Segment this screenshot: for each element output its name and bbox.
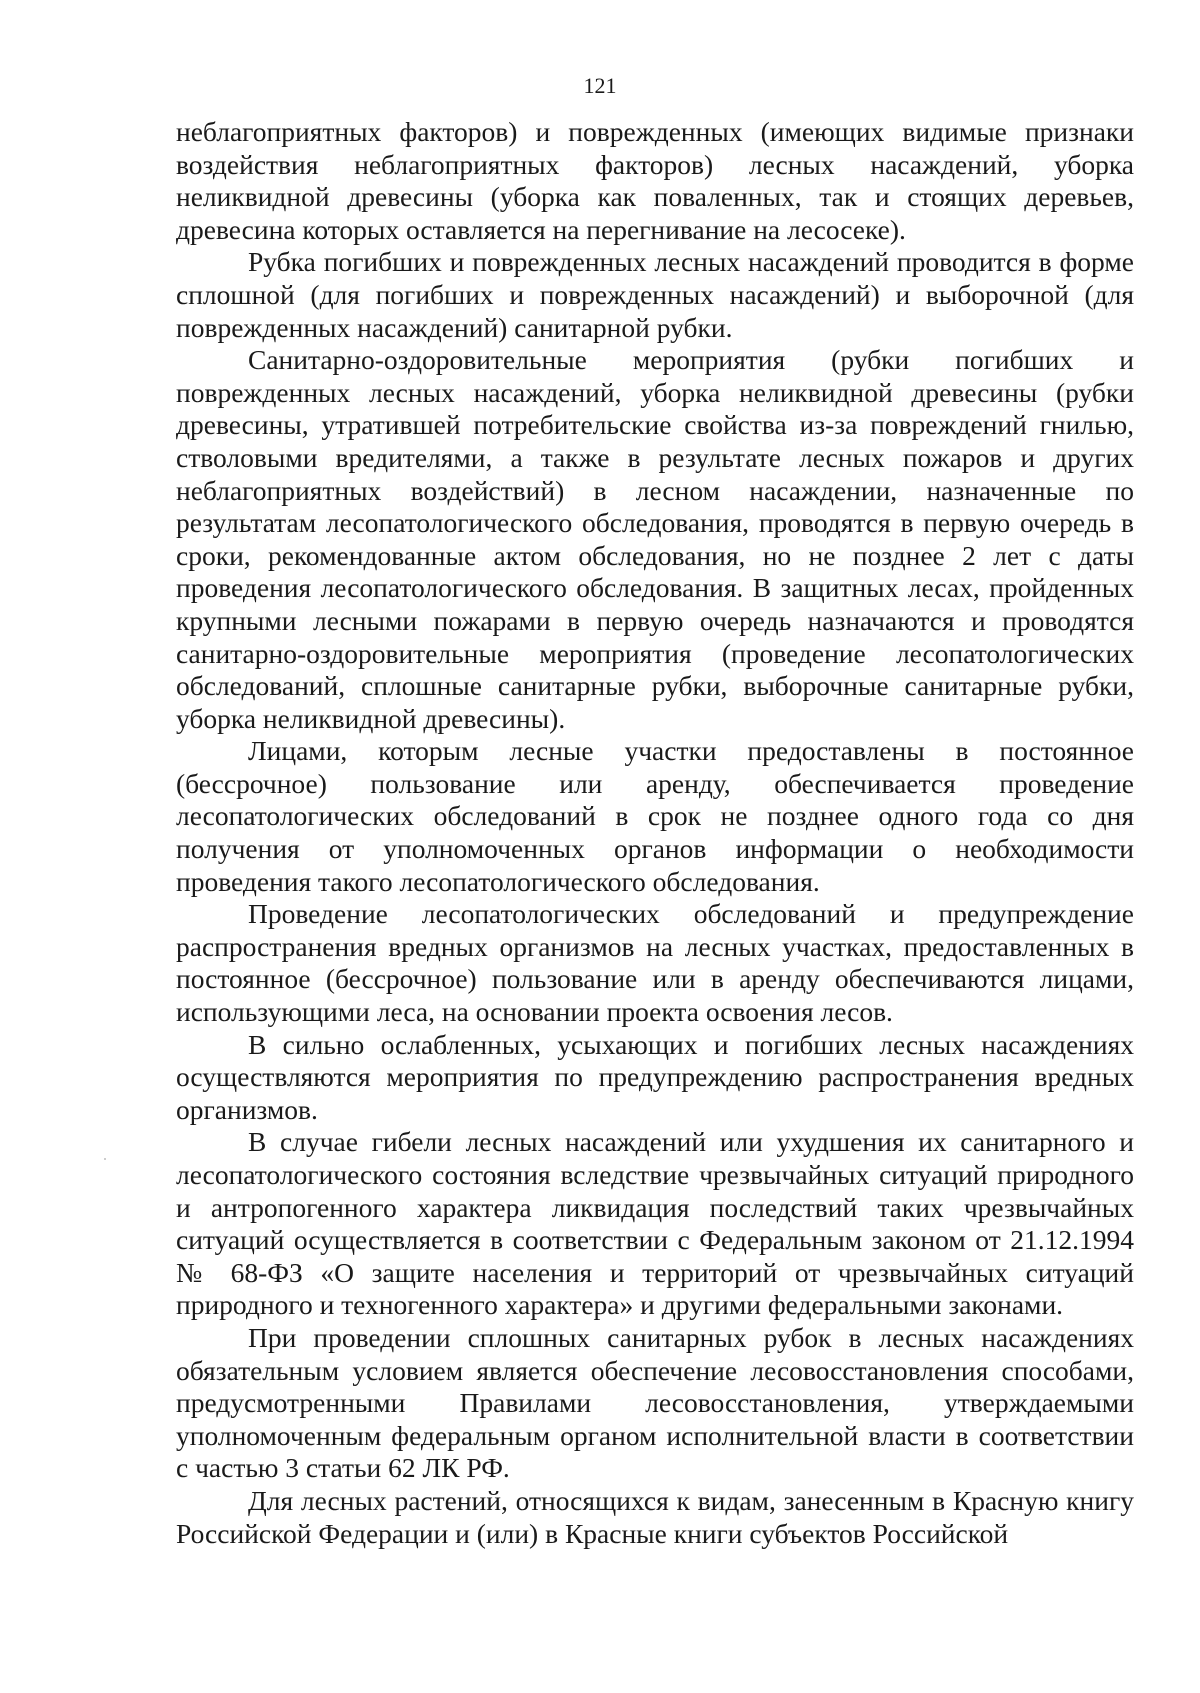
scan-dot [104, 1158, 106, 1160]
paragraph: При проведении сплошных санитарных рубок в лесных насаждениях обязательным условием является обеспечение лесовосстановления способами, предусмотренными Правилами лесовосстановления, утверждаемыми уполномоченным федеральным органом исполнительной власти в соответствии с частью 3 статьи 62 ЛК РФ. [176, 1321, 1134, 1484]
body-text [176, 116, 1134, 1550]
paragraph: В сильно ослабленных, усыхающих и погибших лесных насаждениях осуществляются мероприятия по предупреждению распространения вредных организмов. [176, 1028, 1134, 1125]
paragraph: Санитарно-оздоровительные мероприятия (рубки погибших и поврежденных лесных насаждений, уборка неликвидной древесины (рубки древесины, утратившей потребительские свойства из-за повреждений гнилью, стволовыми вредителями, а также в результате лесных пожаров и других неблагоприятных воздействий) в лесном насаждении, назначенные по результатам лесопатологического обследования, проводятся в первую очередь в сроки, рекомендованные актом обследования, но не позднее 2 лет с даты проведения лесопатологического обследования. В защитных лесах, пройденных крупными лесными пожарами в первую очередь назначаются и проводятся санитарно-оздоровительные мероприятия (проведение лесопатологических обследований, сплошные санитарные рубки, выборочные санитарные рубки, уборка неликвидной древесины). [176, 344, 1134, 734]
paragraph: В случае гибели лесных насаждений или ухудшения их санитарного и лесопатологического состояния вследствие чрезвычайных ситуаций природного и антропогенного характера ликвидация последствий таких чрезвычайных ситуаций осуществляется в соответствии с Федеральным законом от 21.12.1994 № 68-ФЗ «О защите населения и территорий от чрезвычайных ситуаций природного и техногенного характера» и другими федеральными законами. [176, 1126, 1134, 1321]
paragraph: Для лесных растений, относящихся к видам, занесенным в Красную книгу Российской Федерации и (или) в Красные книги субъектов Российской [176, 1484, 1134, 1549]
paragraph-continuation: неблагоприятных факторов) и поврежденных (имеющих видимые признаки воздействия неблагоприятных факторов) лесных насаждений, уборка неликвидной древесины (уборка как поваленных, так и стоящих деревьев, древесина которых оставляется на перегнивание на лесосеке). [176, 116, 1134, 245]
paragraph: Проведение лесопатологических обследований и предупреждение распространения вредных организмов на лесных участках, предоставленных в постоянное (бессрочное) пользование или в аренду обеспечиваются лицами, использующими леса, на основании проекта освоения лесов. [176, 898, 1134, 1028]
paragraph: Лицами, которым лесные участки предоставлены в постоянное (бессрочное) пользование или аренду, обеспечивается проведение лесопатологических обследований в срок не позднее одного года со дня получения от уполномоченных органов информации о необходимости проведения такого лесопатологического обследования. [176, 735, 1134, 897]
paragraph: Рубка погибших и поврежденных лесных насаждений проводится в форме сплошной (для погибших и поврежденных насаждений) и выборочной (для поврежденных насаждений) санитарной рубки. [176, 246, 1134, 343]
page-number: 121 [583, 73, 617, 98]
